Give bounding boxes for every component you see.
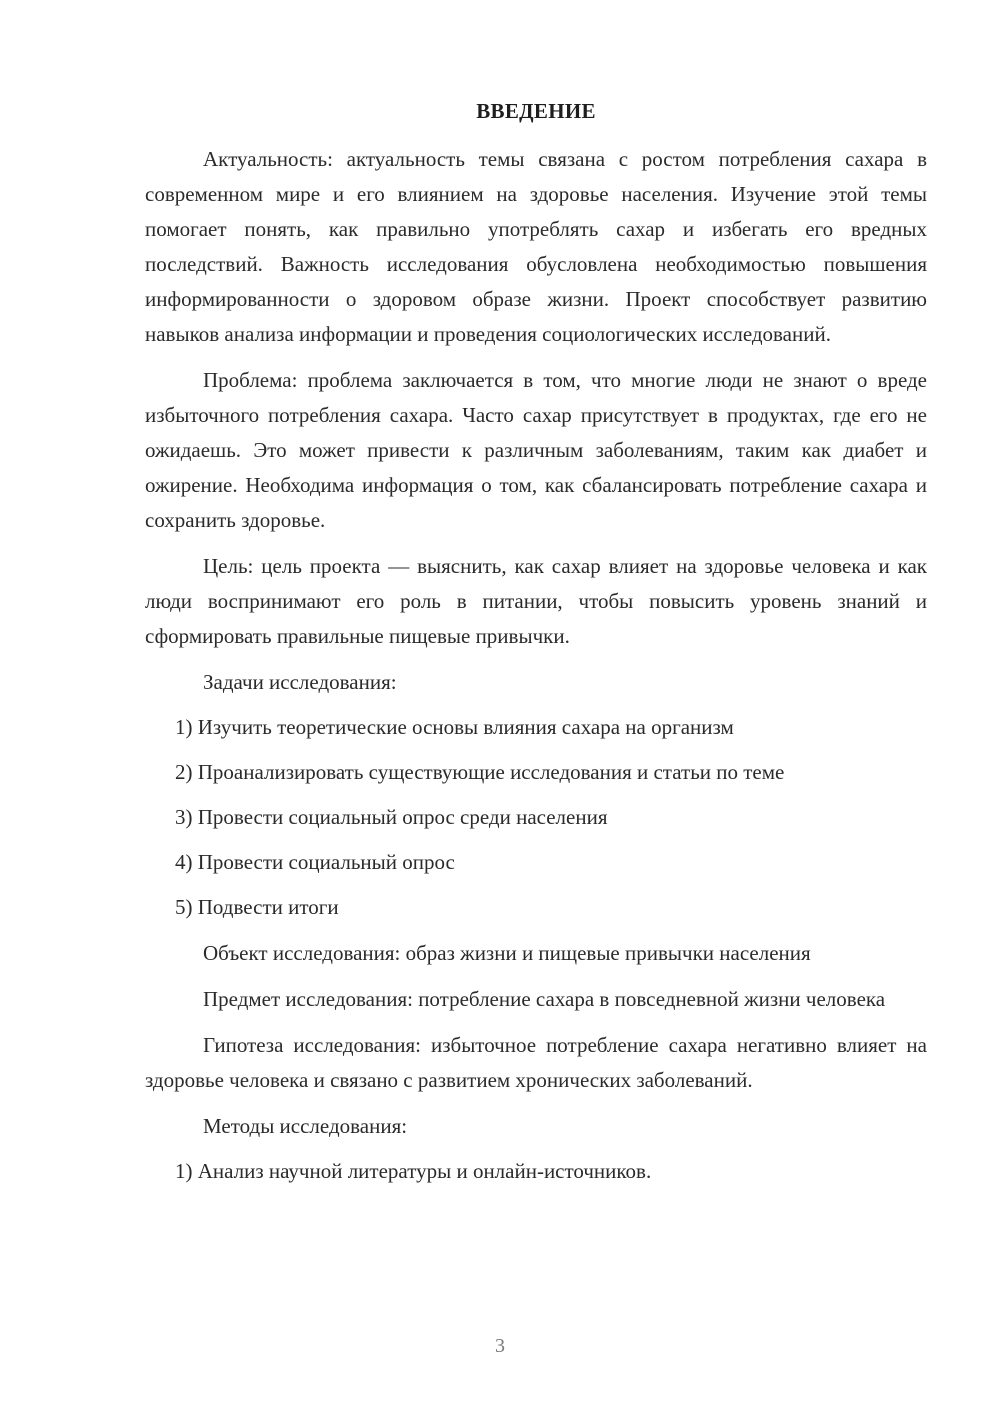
relevance-paragraph: Актуальность: актуальность темы связана с ростом потребления сахара в современном мире и его влиянием на здоровье населения. Изучение этой темы помогает понять, как правильно употреблять сахар и избегать его вредных последствий. Важность исследования обусловлена необходимостью повышения информированности о здоровом образе жизни. Проект способствует развитию навыков анализа информации и проведения социологических исследований. [145,147,927,346]
goal-paragraph: Цель: цель проекта — выяснить, как сахар влияет на здоровье человека и как люди воспринимают его роль в питании, чтобы повысить уровень знаний и сформировать правильные пищевые привычки. [145,554,927,648]
object-paragraph: Объект исследования: образ жизни и пищевые привычки населения [203,941,811,965]
task-list-item: 4) Провести социальный опрос [175,850,455,874]
page-number: 3 [495,1335,505,1357]
task-list-item: 5) Подвести итоги [175,895,339,919]
task-list-item: 2) Проанализировать существующие исследования и статьи по теме [175,760,785,784]
page-title: ВВЕДЕНИЕ [476,99,596,123]
subject-paragraph: Предмет исследования: потребление сахара в повседневной жизни человека [203,987,886,1011]
document-body [145,142,927,1189]
task-list-item: 3) Провести социальный опрос среди населения [175,805,608,829]
method-list-item: 1) Анализ научной литературы и онлайн-источников. [175,1159,652,1183]
hypothesis-paragraph: Гипотеза исследования: избыточное потребление сахара негативно влияет на здоровье человека и связано с развитием хронических заболеваний. [145,1033,927,1092]
problem-paragraph: Проблема: проблема заключается в том, что многие люди не знают о вреде избыточного потребления сахара. Часто сахар присутствует в продуктах, где его не ожидаешь. Это может привести к различным заболеваниям, таким как диабет и ожирение. Необходима информация о том, как сбалансировать потребление сахара и сохранить здоровье. [145,368,927,532]
tasks-heading: Задачи исследования: [203,670,397,694]
task-list-item: 1) Изучить теоретические основы влияния сахара на организм [175,715,734,739]
methods-heading: Методы исследования: [203,1114,408,1138]
